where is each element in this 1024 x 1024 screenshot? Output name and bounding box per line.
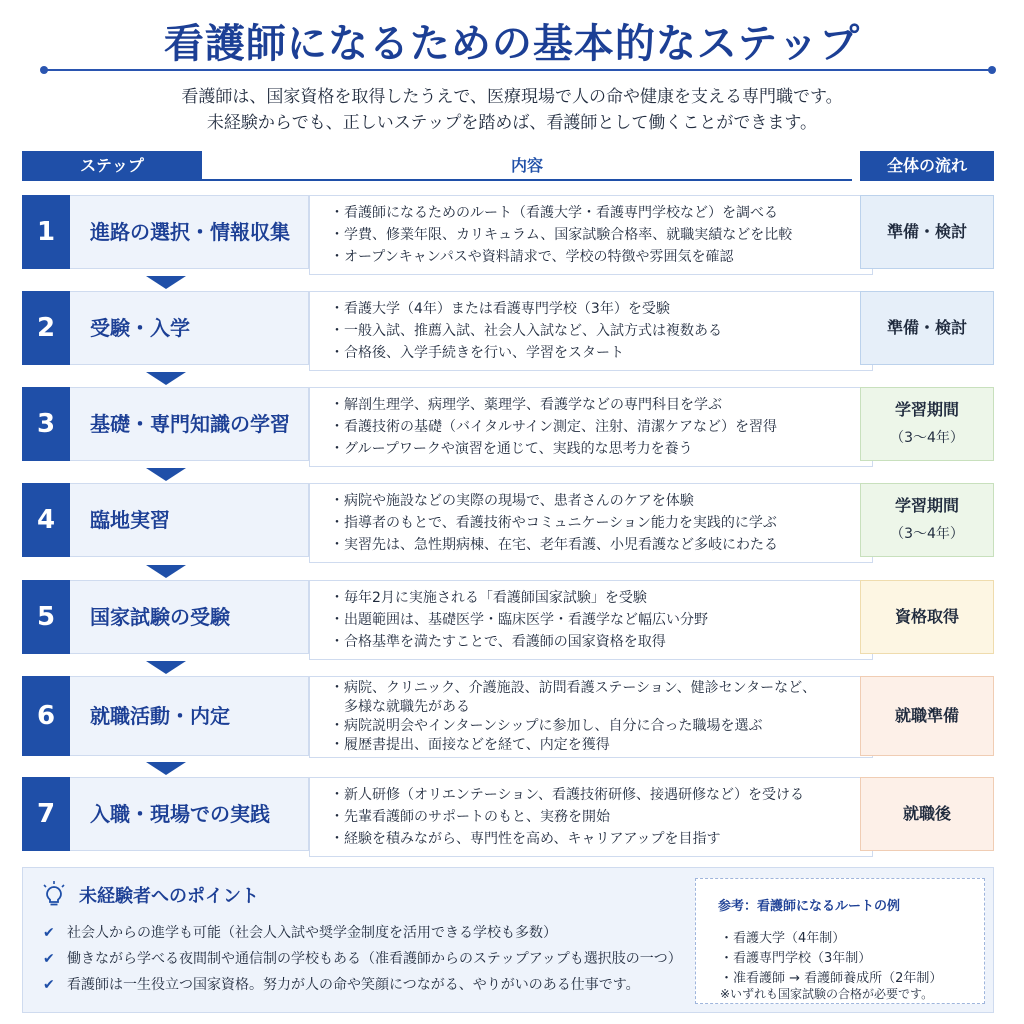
flow-label: 就職後 <box>902 804 951 823</box>
step-title: 入職・現場での実践 <box>70 777 309 851</box>
points-title: 未経験者へのポイント <box>79 886 259 907</box>
point-text: 社会人からの進学も可能（社会人入試や奨学金制度を活用できる学校も多数） <box>67 925 557 941</box>
desc-line: ・新人研修（オリエンテーション、看護技術研修、接遇研修など）を受ける <box>330 787 805 803</box>
route-note: ※いずれも国家試験の合格が必要です。 <box>720 987 934 1001</box>
desc-line: ・病院説明会やインターンシップに参加し、自分に合った職場を選ぶ <box>330 718 763 734</box>
step-title: 基礎・専門知識の学習 <box>70 387 309 461</box>
route-item: ・准看護師 → 看護師養成所（2年制） <box>720 971 943 986</box>
step-title: 進路の選択・情報収集 <box>70 195 309 269</box>
desc-line: ・学費、修業年限、カリキュラム、国家試験合格率、就職実績などを比較 <box>330 227 793 243</box>
desc-line: 多様な就職先がある <box>330 699 470 715</box>
desc-line: ・オープンキャンパスや資料請求で、学校の特徴や雰囲気を確認 <box>330 249 734 265</box>
route-item: ・看護大学（4年制） <box>720 931 846 946</box>
step-description <box>309 777 873 857</box>
step-description <box>309 291 873 371</box>
intro-line: 看護師は、国家資格を取得したうえで、医療現場で人の命や健康を支える専門職です。 <box>181 87 843 107</box>
header-flow: 全体の流れ <box>860 151 994 181</box>
down-arrow-icon <box>146 565 186 578</box>
step-title: 受験・入学 <box>70 291 309 365</box>
desc-line: ・看護大学（4年）または看護専門学校（3年）を受験 <box>330 301 670 317</box>
desc-line: ・指導者のもとで、看護技術やコミュニケーション能力を実践的に学ぶ <box>330 515 777 531</box>
step-description <box>309 195 873 275</box>
flow-badge <box>860 195 994 269</box>
step-description <box>309 676 873 758</box>
route-item: ・看護専門学校（3年制） <box>720 951 872 966</box>
step-number: 3 <box>22 387 70 461</box>
intro-text <box>0 84 1024 136</box>
step-number: 1 <box>22 195 70 269</box>
flow-sublabel: （3〜4年） <box>890 430 964 446</box>
desc-line: ・毎年2月に実施される「看護師国家試験」を受験 <box>330 590 647 606</box>
point-item <box>43 948 682 968</box>
step-number: 6 <box>22 676 70 756</box>
flow-label: 就職準備 <box>894 706 959 725</box>
desc-line: ・合格基準を満たすことで、看護師の国家資格を取得 <box>330 634 666 650</box>
desc-line: ・看護技術の基礎（バイタルサイン測定、注射、清潔ケアなど）を習得 <box>330 419 778 435</box>
flow-badge <box>860 777 994 851</box>
point-item <box>43 922 557 942</box>
flow-sublabel: （3〜4年） <box>890 526 964 542</box>
desc-line: ・病院や施設などの実際の現場で、患者さんのケアを体験 <box>330 493 694 509</box>
flow-label: 学習期間 <box>894 496 959 515</box>
flow-badge <box>860 580 994 654</box>
flow-label: 学習期間 <box>894 400 959 419</box>
desc-line: ・経験を積みながら、専門性を高め、キャリアアップを目指す <box>330 831 721 847</box>
flow-badge <box>860 483 994 557</box>
step-description <box>309 483 873 563</box>
desc-line: ・先輩看護師のサポートのもと、実務を開始 <box>330 809 610 825</box>
down-arrow-icon <box>146 372 186 385</box>
step-title: 国家試験の受験 <box>70 580 309 654</box>
route-reference-box <box>695 878 985 1004</box>
desc-line: ・一般入試、推薦入試、社会人入試など、入試方式は複数ある <box>330 323 722 339</box>
desc-line: ・出題範囲は、基礎医学・臨床医学・看護学など幅広い分野 <box>330 612 708 628</box>
flow-label: 資格取得 <box>894 607 959 626</box>
flow-badge <box>860 291 994 365</box>
intro-line: 未経験からでも、正しいステップを踏めば、看護師として働くことができます。 <box>206 113 818 133</box>
desc-line: ・病院、クリニック、介護施設、訪問看護ステーション、健診センターなど、 <box>330 680 817 696</box>
beginner-points-panel <box>22 867 994 1013</box>
down-arrow-icon <box>146 276 186 289</box>
step-title: 臨地実習 <box>70 483 309 557</box>
step-number: 2 <box>22 291 70 365</box>
header-step: ステップ <box>22 151 202 181</box>
down-arrow-icon <box>146 762 186 775</box>
flow-badge <box>860 676 994 756</box>
down-arrow-icon <box>146 468 186 481</box>
check-icon: ✔ <box>43 977 55 993</box>
down-arrow-icon <box>146 661 186 674</box>
title-divider <box>44 69 992 71</box>
flow-label: 準備・検討 <box>886 318 967 337</box>
flow-label: 準備・検討 <box>886 222 967 241</box>
desc-line: ・実習先は、急性期病棟、在宅、老年看護、小児看護など多岐にわたる <box>330 537 778 553</box>
check-icon: ✔ <box>43 925 55 941</box>
desc-line: ・看護師になるためのルート（看護大学・看護専門学校など）を調べる <box>330 205 778 221</box>
page-title: 看護師になるための基本的なステップ <box>163 21 861 67</box>
step-number: 7 <box>22 777 70 851</box>
desc-line: ・合格後、入学手続きを行い、学習をスタート <box>330 345 624 361</box>
lightbulb-icon <box>41 880 67 908</box>
point-text: 看護師は一生役立つ国家資格。努力が人の命や笑顔につながる、やりがいのある仕事です。 <box>67 977 640 993</box>
step-description <box>309 580 873 660</box>
desc-line: ・グループワークや演習を通じて、実践的な思考力を養う <box>330 441 693 457</box>
point-text: 働きながら学べる夜間制や通信制の学校もある（准看護師からのステップアップも選択肢の一つ） <box>67 951 682 967</box>
flow-badge <box>860 387 994 461</box>
step-title: 就職活動・内定 <box>70 676 309 756</box>
step-number: 4 <box>22 483 70 557</box>
desc-line: ・履歴書提出、面接などを経て、内定を獲得 <box>330 737 610 753</box>
point-item <box>43 974 640 994</box>
step-description <box>309 387 873 467</box>
step-number: 5 <box>22 580 70 654</box>
route-title: 参考：看護師になるルートの例 <box>718 899 901 914</box>
header-content: 内容 <box>202 151 852 181</box>
desc-line: ・解剖生理学、病理学、薬理学、看護学などの専門科目を学ぶ <box>330 397 722 413</box>
check-icon: ✔ <box>43 951 55 967</box>
